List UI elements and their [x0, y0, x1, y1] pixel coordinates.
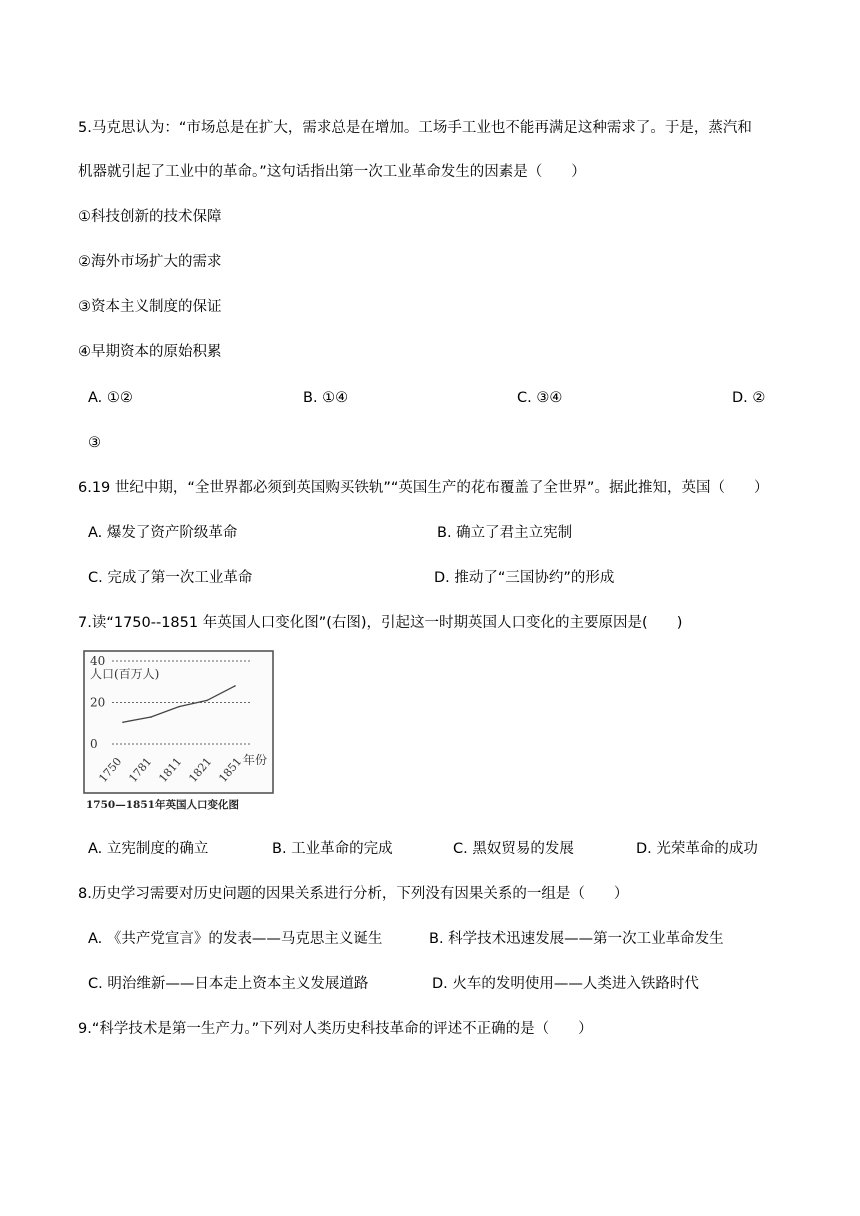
y-tick-label: 20: [90, 695, 106, 710]
data-point: [178, 706, 180, 708]
chart-title: 1750—1851年英国人口变化图: [86, 799, 239, 811]
q5-option-b: B. ①④: [303, 390, 349, 406]
data-point: [122, 721, 124, 723]
q5-item-4: ④早期资本的原始积累: [78, 344, 222, 360]
q5-option-c: C. ③④: [517, 390, 563, 406]
q5-option-d-continued: ③: [88, 435, 101, 451]
y-tick-label: 40: [90, 654, 106, 668]
y-tick-label: 0: [90, 737, 98, 751]
data-point: [234, 685, 236, 687]
q8-option-c: C. 明治维新——日本走上资本主义发展道路: [88, 976, 369, 992]
q8-option-a: A. 《共产党宣言》的发表——马克思主义诞生: [88, 931, 383, 947]
q5-item-3: ③资本主义制度的保证: [78, 299, 222, 315]
q7-stem: 7.读“1750--1851 年英国人口变化图”(右图)，引起这一时期英国人口变化的主要原因是( ): [78, 615, 683, 631]
q5-item-2: ②海外市场扩大的需求: [78, 254, 222, 270]
q5-item-1: ①科技创新的技术保障: [78, 209, 222, 225]
q6-option-b: B. 确立了君主立宪制: [437, 525, 573, 541]
q7-option-b: B. 工业革命的完成: [272, 841, 393, 857]
q9-stem: 9.“科学技术是第一生产力。”下列对人类历史科技革命的评述不正确的是（ ）: [78, 1021, 593, 1037]
q5-stem-line2: 机器就引起了工业中的革命。”这句话指出第一次工业革命发生的因素是（ ）: [78, 164, 586, 180]
x-tick-label: 1750: [96, 755, 125, 785]
q8-option-d: D. 火车的发明使用——人类进入铁路时代: [432, 976, 699, 992]
x-tick-label: 1851: [216, 755, 245, 785]
q6-option-c: C. 完成了第一次工业革命: [88, 570, 253, 586]
data-point: [206, 700, 208, 702]
q7-option-d: D. 光荣革命的成功: [636, 841, 758, 857]
y-axis-label: 人口(百万人): [90, 667, 160, 681]
q6-stem: 6.19 世纪中期，“全世界都必须到英国购买铁轨”“英国生产的花布覆盖了全世界”。据此推知，英国（ ）: [78, 480, 769, 496]
q6-option-d: D. 推动了“三国协约”的形成: [434, 570, 615, 586]
q5-stem-line1: 5.马克思认为：“市场总是在扩大，需求总是在增加。工场手工业也不能再满足这种需求了。于是，蒸汽和: [78, 120, 752, 136]
q7-option-c: C. 黑奴贸易的发展: [453, 841, 574, 857]
q8-stem: 8.历史学习需要对历史问题的因果关系进行分析，下列没有因果关系的一组是（ ）: [78, 886, 629, 902]
q5-option-d: D. ②: [732, 390, 766, 406]
x-tick-label: 1821: [186, 755, 215, 785]
q5-option-a: A. ①②: [88, 390, 133, 406]
data-point: [150, 716, 152, 718]
x-tick-label: 1781: [126, 755, 155, 785]
population-chart: [82, 647, 278, 813]
q7-option-a: A. 立宪制度的确立: [88, 841, 209, 857]
q8-option-b: B. 科学技术迅速发展——第一次工业革命发生: [429, 931, 724, 947]
x-tick-label: 1811: [156, 755, 185, 785]
q6-option-a: A. 爆发了资产阶级革命: [88, 525, 238, 541]
x-axis-label: 年份: [243, 753, 268, 767]
